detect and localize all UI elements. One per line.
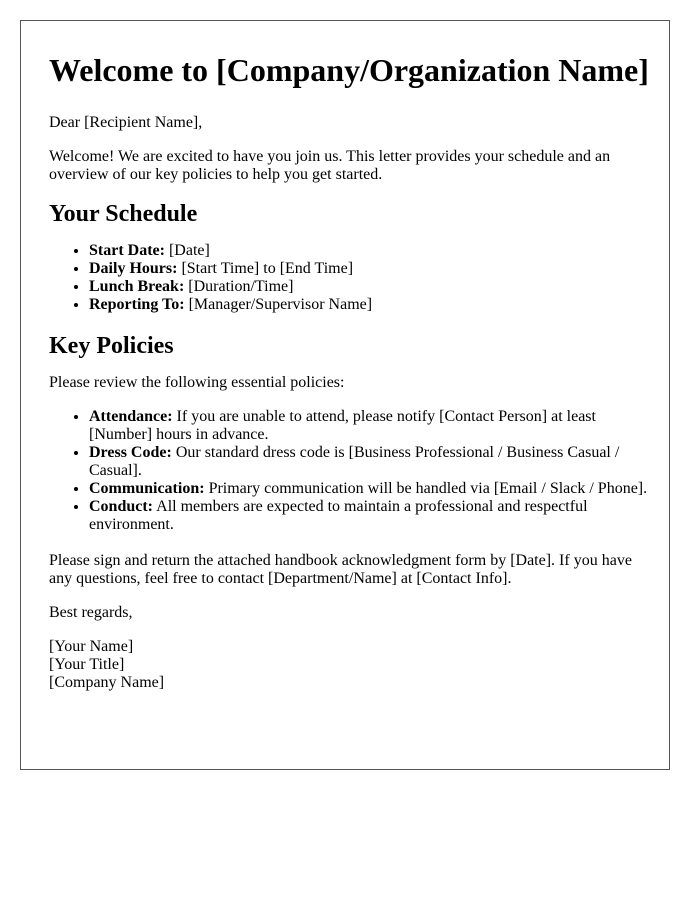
- letter-title: Welcome to [Company/Organization Name]: [49, 52, 649, 88]
- schedule-item-label: Start Date:: [89, 242, 165, 259]
- policy-item-communication: [89, 480, 649, 498]
- policies-intro: Please review the following essential policies:: [49, 374, 345, 391]
- schedule-heading: Your Schedule: [49, 201, 198, 227]
- closing-paragraph: Please sign and return the attached handbook acknowledgment form by [Date]. If you have any questions, feel free to contact [Department/Name] at [Contact Info].: [49, 552, 632, 587]
- schedule-item-lunch-break: [89, 278, 649, 296]
- schedule-item-label: Reporting To:: [89, 296, 185, 313]
- salutation: Dear [Recipient Name],: [49, 114, 203, 131]
- letter-container: [20, 20, 670, 770]
- sign-off: Best regards,: [49, 604, 133, 621]
- policy-item-conduct: [89, 498, 649, 534]
- policies-heading: Key Policies: [49, 333, 174, 359]
- schedule-item-reporting-to: [89, 296, 649, 314]
- policy-item-attendance: [89, 408, 649, 444]
- policy-item-label: Conduct:: [89, 498, 154, 515]
- schedule-item-label: Daily Hours:: [89, 260, 178, 277]
- policy-item-label: Attendance:: [89, 408, 173, 425]
- schedule-item-start-date: [89, 242, 649, 260]
- intro-paragraph: Welcome! We are excited to have you join us. This letter provides your schedule and an overview of our key policies to help you get started.: [49, 148, 611, 183]
- schedule-item-daily-hours: [89, 260, 649, 278]
- signature-name: [Your Name]: [49, 638, 134, 655]
- policy-item-value: All members are expected to maintain a professional and respectful environment.: [89, 498, 588, 533]
- signature-company: [Company Name]: [49, 674, 165, 691]
- signature-title: [Your Title]: [49, 656, 125, 673]
- schedule-item-value: [Date]: [164, 242, 210, 259]
- schedule-item-value: [Duration/Time]: [184, 278, 294, 295]
- policy-item-label: Dress Code:: [89, 444, 172, 461]
- policy-item-value: If you are unable to attend, please notify [Contact Person] at least [Number] hours in advance.: [89, 408, 596, 443]
- schedule-item-label: Lunch Break:: [89, 278, 185, 295]
- policy-item-label: Communication:: [89, 480, 205, 497]
- schedule-list: [49, 242, 649, 314]
- schedule-item-value: [Manager/Supervisor Name]: [184, 296, 373, 313]
- policies-list: [49, 408, 649, 534]
- schedule-item-value: [Start Time] to [End Time]: [177, 260, 354, 277]
- signature-block: [49, 638, 649, 692]
- policy-item-dress-code: [89, 444, 649, 480]
- policy-item-value: Primary communication will be handled via [Email / Slack / Phone].: [204, 480, 648, 497]
- policy-item-value: Our standard dress code is [Business Professional / Business Casual / Casual].: [89, 444, 620, 479]
